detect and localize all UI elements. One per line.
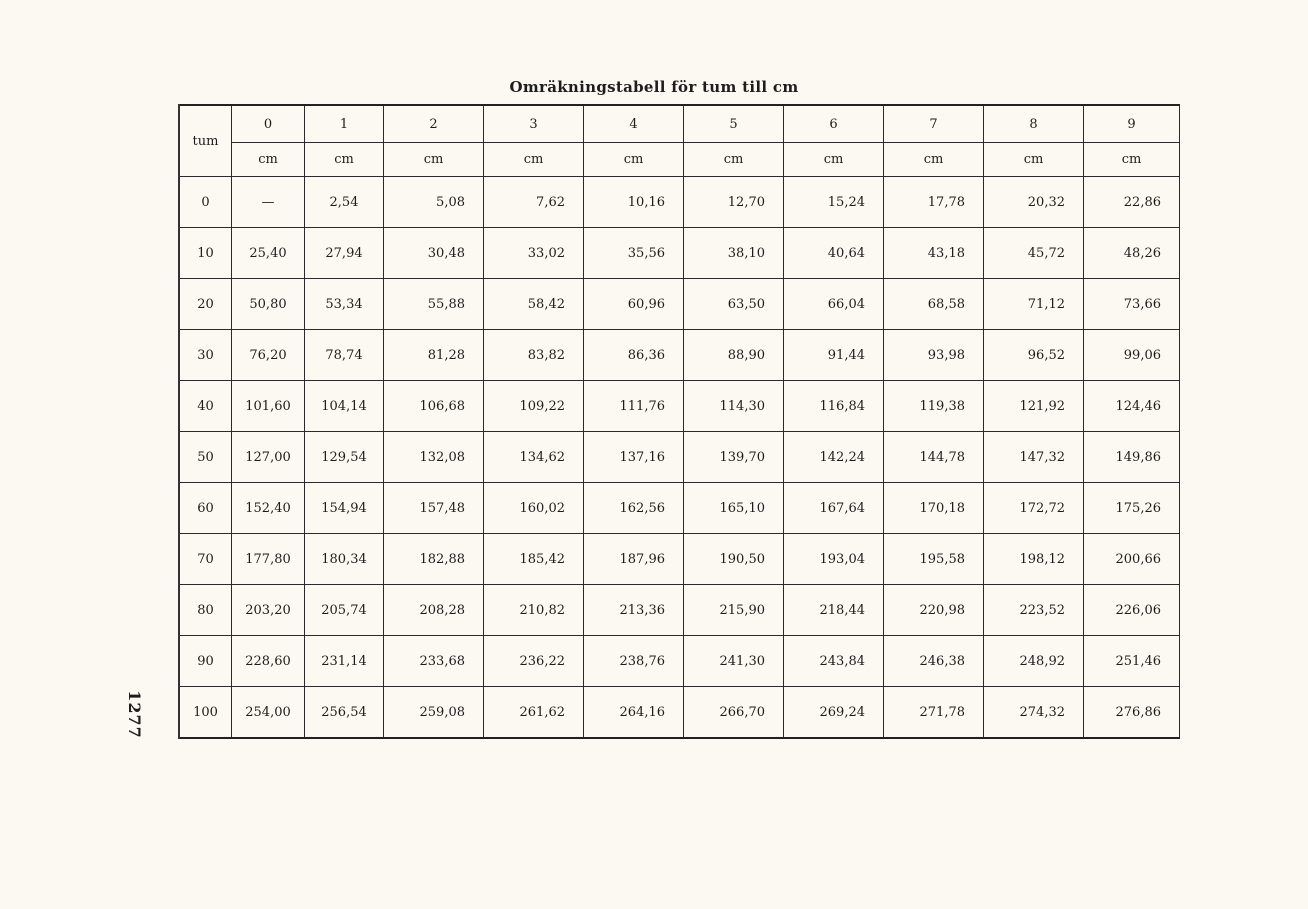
- header-unit: cm: [232, 143, 305, 177]
- cm-value-cell: 27,94: [305, 228, 384, 279]
- cm-value-cell: 91,44: [784, 330, 884, 381]
- row-tum: 10: [179, 228, 232, 279]
- cm-value-cell: 40,64: [784, 228, 884, 279]
- cm-value-cell: 48,26: [1084, 228, 1180, 279]
- cm-value-cell: 106,68: [384, 381, 484, 432]
- cm-value-cell: 144,78: [884, 432, 984, 483]
- cm-value-cell: 220,98: [884, 585, 984, 636]
- cm-value-cell: 71,12: [984, 279, 1084, 330]
- header-unit: cm: [1084, 143, 1180, 177]
- header-row-digits: [179, 105, 1180, 143]
- cm-value-cell: 162,56: [584, 483, 684, 534]
- table-row: [179, 636, 1180, 687]
- header-digit: 1: [305, 105, 384, 143]
- row-tum: 70: [179, 534, 232, 585]
- cm-value-cell: 246,38: [884, 636, 984, 687]
- header-unit: cm: [384, 143, 484, 177]
- row-tum: 50: [179, 432, 232, 483]
- cm-value-cell: 76,20: [232, 330, 305, 381]
- cm-value-cell: 195,58: [884, 534, 984, 585]
- cm-value-cell: 2,54: [305, 177, 384, 228]
- cm-value-cell: 5,08: [384, 177, 484, 228]
- cm-value-cell: 137,16: [584, 432, 684, 483]
- cm-value-cell: 109,22: [484, 381, 584, 432]
- cm-value-cell: 241,30: [684, 636, 784, 687]
- cm-value-cell: 167,64: [784, 483, 884, 534]
- cm-value-cell: 172,72: [984, 483, 1084, 534]
- cm-value-cell: 198,12: [984, 534, 1084, 585]
- cm-value-cell: 30,48: [384, 228, 484, 279]
- cm-value-cell: 261,62: [484, 687, 584, 739]
- cm-value-cell: 116,84: [784, 381, 884, 432]
- cm-value-cell: 208,28: [384, 585, 484, 636]
- row-tum: 0: [179, 177, 232, 228]
- header-unit: cm: [305, 143, 384, 177]
- cm-value-cell: 15,24: [784, 177, 884, 228]
- cm-value-cell: 170,18: [884, 483, 984, 534]
- cm-value-cell: 121,92: [984, 381, 1084, 432]
- cm-value-cell: 243,84: [784, 636, 884, 687]
- cm-value-cell: 142,24: [784, 432, 884, 483]
- table-row: [179, 585, 1180, 636]
- cm-value-cell: 99,06: [1084, 330, 1180, 381]
- cm-value-cell: 149,86: [1084, 432, 1180, 483]
- row-tum: 100: [179, 687, 232, 739]
- cm-value-cell: —: [232, 177, 305, 228]
- cm-value-cell: 104,14: [305, 381, 384, 432]
- header-digit: 0: [232, 105, 305, 143]
- table-row: [179, 330, 1180, 381]
- cm-value-cell: 233,68: [384, 636, 484, 687]
- cm-value-cell: 83,82: [484, 330, 584, 381]
- table-row: [179, 381, 1180, 432]
- header-row-units: [179, 143, 1180, 177]
- cm-value-cell: 154,94: [305, 483, 384, 534]
- header-digit: 4: [584, 105, 684, 143]
- cm-value-cell: 236,22: [484, 636, 584, 687]
- cm-value-cell: 187,96: [584, 534, 684, 585]
- cm-value-cell: 86,36: [584, 330, 684, 381]
- table-row: [179, 228, 1180, 279]
- row-tum: 30: [179, 330, 232, 381]
- table-row: [179, 483, 1180, 534]
- row-tum: 40: [179, 381, 232, 432]
- header-digit: 2: [384, 105, 484, 143]
- cm-value-cell: 193,04: [784, 534, 884, 585]
- cm-value-cell: 200,66: [1084, 534, 1180, 585]
- cm-value-cell: 274,32: [984, 687, 1084, 739]
- cm-value-cell: 269,24: [784, 687, 884, 739]
- header-digit: 5: [684, 105, 784, 143]
- cm-value-cell: 119,38: [884, 381, 984, 432]
- cm-value-cell: 38,10: [684, 228, 784, 279]
- cm-value-cell: 17,78: [884, 177, 984, 228]
- cm-value-cell: 205,74: [305, 585, 384, 636]
- header-tum: tum: [179, 105, 232, 177]
- conversion-table: [178, 104, 1180, 739]
- cm-value-cell: 35,56: [584, 228, 684, 279]
- header-unit: cm: [784, 143, 884, 177]
- header-digit: 9: [1084, 105, 1180, 143]
- table-row: [179, 279, 1180, 330]
- cm-value-cell: 129,54: [305, 432, 384, 483]
- page-number: 1277: [124, 690, 144, 739]
- cm-value-cell: 213,36: [584, 585, 684, 636]
- row-tum: 90: [179, 636, 232, 687]
- table-row: [179, 534, 1180, 585]
- cm-value-cell: 177,80: [232, 534, 305, 585]
- cm-value-cell: 175,26: [1084, 483, 1180, 534]
- cm-value-cell: 33,02: [484, 228, 584, 279]
- cm-value-cell: 190,50: [684, 534, 784, 585]
- cm-value-cell: 271,78: [884, 687, 984, 739]
- cm-value-cell: 259,08: [384, 687, 484, 739]
- header-digit: 7: [884, 105, 984, 143]
- cm-value-cell: 132,08: [384, 432, 484, 483]
- cm-value-cell: 251,46: [1084, 636, 1180, 687]
- cm-value-cell: 55,88: [384, 279, 484, 330]
- cm-value-cell: 152,40: [232, 483, 305, 534]
- header-unit: cm: [584, 143, 684, 177]
- cm-value-cell: 160,02: [484, 483, 584, 534]
- row-tum: 80: [179, 585, 232, 636]
- cm-value-cell: 127,00: [232, 432, 305, 483]
- header-unit: cm: [684, 143, 784, 177]
- header-digit: 3: [484, 105, 584, 143]
- cm-value-cell: 228,60: [232, 636, 305, 687]
- table-row: [179, 687, 1180, 739]
- cm-value-cell: 96,52: [984, 330, 1084, 381]
- header-unit: cm: [984, 143, 1084, 177]
- cm-value-cell: 114,30: [684, 381, 784, 432]
- cm-value-cell: 88,90: [684, 330, 784, 381]
- table-row: [179, 177, 1180, 228]
- cm-value-cell: 111,76: [584, 381, 684, 432]
- cm-value-cell: 266,70: [684, 687, 784, 739]
- header-unit: cm: [484, 143, 584, 177]
- row-tum: 60: [179, 483, 232, 534]
- cm-value-cell: 124,46: [1084, 381, 1180, 432]
- cm-value-cell: 60,96: [584, 279, 684, 330]
- cm-value-cell: 165,10: [684, 483, 784, 534]
- cm-value-cell: 218,44: [784, 585, 884, 636]
- cm-value-cell: 248,92: [984, 636, 1084, 687]
- cm-value-cell: 78,74: [305, 330, 384, 381]
- cm-value-cell: 50,80: [232, 279, 305, 330]
- cm-value-cell: 58,42: [484, 279, 584, 330]
- header-unit: cm: [884, 143, 984, 177]
- header-digit: 6: [784, 105, 884, 143]
- cm-value-cell: 215,90: [684, 585, 784, 636]
- cm-value-cell: 63,50: [684, 279, 784, 330]
- cm-value-cell: 93,98: [884, 330, 984, 381]
- cm-value-cell: 254,00: [232, 687, 305, 739]
- cm-value-cell: 101,60: [232, 381, 305, 432]
- cm-value-cell: 180,34: [305, 534, 384, 585]
- cm-value-cell: 185,42: [484, 534, 584, 585]
- cm-value-cell: 22,86: [1084, 177, 1180, 228]
- row-tum: 20: [179, 279, 232, 330]
- cm-value-cell: 45,72: [984, 228, 1084, 279]
- cm-value-cell: 12,70: [684, 177, 784, 228]
- table-title: Omräkningstabell för tum till cm: [509, 78, 799, 96]
- cm-value-cell: 73,66: [1084, 279, 1180, 330]
- table-row: [179, 432, 1180, 483]
- cm-value-cell: 81,28: [384, 330, 484, 381]
- cm-value-cell: 238,76: [584, 636, 684, 687]
- cm-value-cell: 264,16: [584, 687, 684, 739]
- cm-value-cell: 256,54: [305, 687, 384, 739]
- header-digit: 8: [984, 105, 1084, 143]
- cm-value-cell: 139,70: [684, 432, 784, 483]
- cm-value-cell: 7,62: [484, 177, 584, 228]
- cm-value-cell: 20,32: [984, 177, 1084, 228]
- cm-value-cell: 157,48: [384, 483, 484, 534]
- cm-value-cell: 25,40: [232, 228, 305, 279]
- cm-value-cell: 10,16: [584, 177, 684, 228]
- cm-value-cell: 182,88: [384, 534, 484, 585]
- cm-value-cell: 231,14: [305, 636, 384, 687]
- cm-value-cell: 147,32: [984, 432, 1084, 483]
- cm-value-cell: 226,06: [1084, 585, 1180, 636]
- cm-value-cell: 43,18: [884, 228, 984, 279]
- cm-value-cell: 210,82: [484, 585, 584, 636]
- cm-value-cell: 134,62: [484, 432, 584, 483]
- cm-value-cell: 203,20: [232, 585, 305, 636]
- cm-value-cell: 66,04: [784, 279, 884, 330]
- cm-value-cell: 223,52: [984, 585, 1084, 636]
- cm-value-cell: 276,86: [1084, 687, 1180, 739]
- cm-value-cell: 53,34: [305, 279, 384, 330]
- cm-value-cell: 68,58: [884, 279, 984, 330]
